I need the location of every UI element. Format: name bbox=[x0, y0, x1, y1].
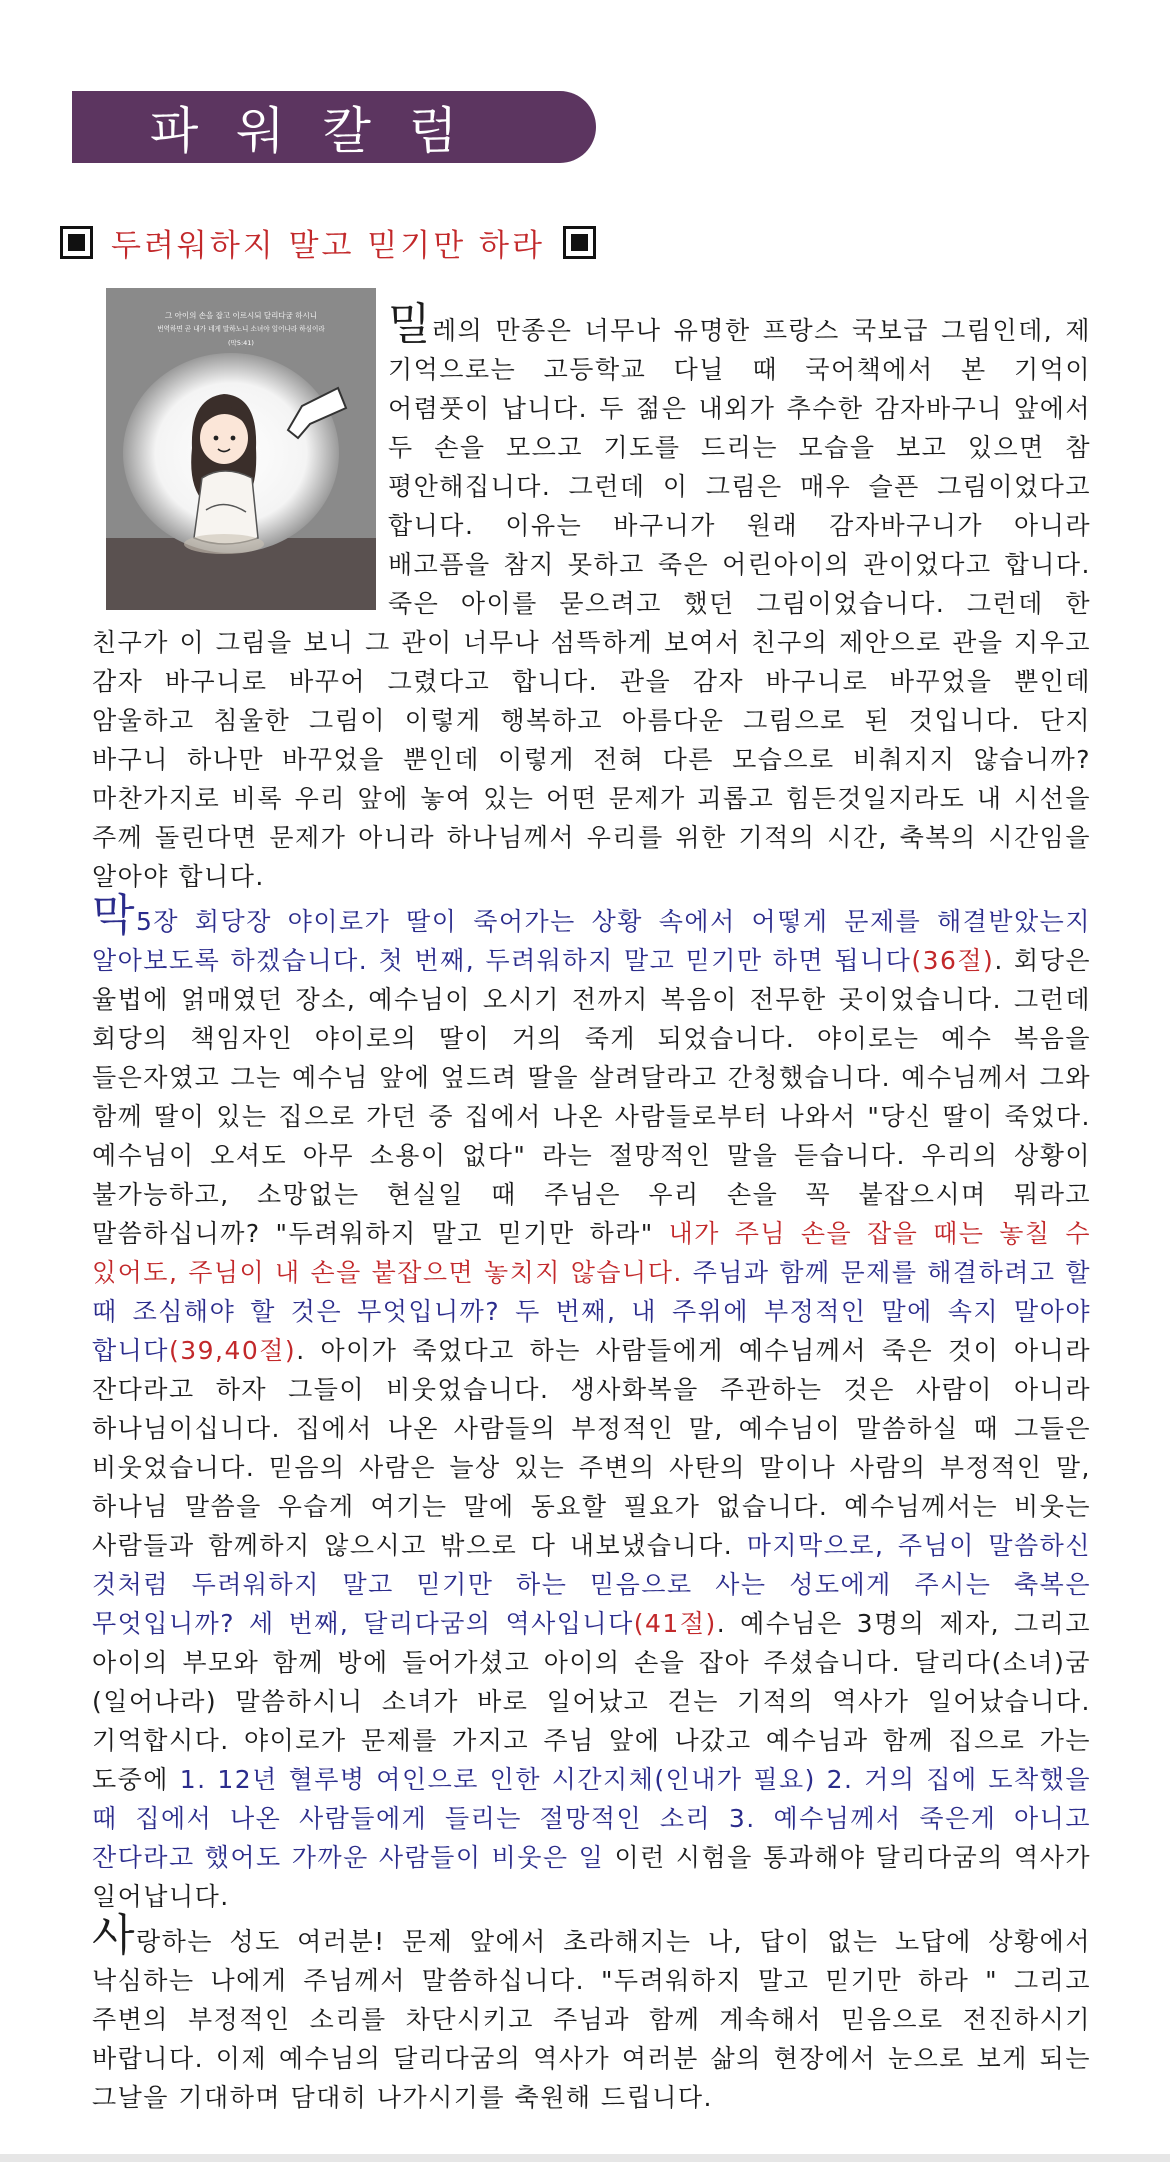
caption-line-2: 번역하면 곧 내가 네게 말하노니 소녀야 일어나라 하심이라 bbox=[157, 325, 325, 333]
dropcap: 사 bbox=[92, 1910, 137, 1961]
banner-title: 파워칼럼 bbox=[150, 102, 496, 160]
verse-reference: (39,40절) bbox=[168, 1336, 297, 1365]
point-three-intro: 마지막으로, 주님이 말씀하신 것처럼 두려워하지 말고 믿기만 하는 믿음으로 사는 성도에게 주시는 축복은 무엇입니까? 세 번째, 달리다굼의 역사입니다 bbox=[92, 1531, 1091, 1638]
paragraph-1-text: 레의 만종은 너무나 유명한 프랑스 국보급 그림인데, 제 기억으로는 고등학교 다닐 때 국어책에서 본 기억이 어렴풋이 납니다. 두 젊은 내외가 추수한 감자바구니 앞에서 두 손을 모으고 기도를 드리는 모습을 보고 있으면 참 평안해집니다. 그런데 이 그림은 매우 슬픈 그림이었다고 합니다. 이유는 바구니가 원래 감자바구니가 아니라 배고픔을 참지 못하고 죽은 어린아이의 관이었다고 합니다. 죽은 아이를 묻으려고 했던 그림이었습니다. 그런데 한 친구가 이 그림을 보니 그 관이 너무나 섬뜩하게 보여서 친구의 제안으로 관을 지우고 감자 바구니로 바꾸어 그렸다고 합니다. 관을 감자 바구니로 바꾸었을 뿐인데 암울하고 침울한 그림이 이렇게 행복하고 아름다운 그림으로 된 것입니다. 단지 바구니 하나만 바꾸었을 뿐인데 이렇게 전혀 다른 모습으로 비춰지지 않습니까? 마찬가지로 비록 우리 앞에 놓여 있는 어떤 문제가 괴롭고 힘든것일지라도 내 시선을 주께 돌린다면 문제가 아니라 하나님께서 우리를 위한 기적의 시간, 축복의 시간임을 알아야 합니다. bbox=[92, 316, 1091, 891]
column-banner bbox=[72, 91, 596, 163]
paragraph-2 bbox=[92, 890, 1092, 1916]
article-body bbox=[92, 299, 1092, 2117]
paragraph-2-text: . 아이가 죽었다고 하는 사람들에게 예수님께서 죽은 것이 아니라 잔다라고 하자 그들이 비웃었습니다. 생사화복을 주관하는 것은 사람이 아니라 하나님이십니다. 집에서 나온 사람들의 부정적인 말, 예수님이 말씀하실 때 그들은 비웃었습니다. 믿음의 사람은 늘상 있는 주변의 사탄의 말이나 사람의 부정적인 말, 하나님 말씀을 우습게 여기는 말에 동요할 필요가 없습니다. 예수님께서는 비웃는 사람들과 함께하지 않으시고 밖으로 다 내보냈습니다. bbox=[92, 1336, 1091, 1560]
paragraph-2-text: . 예수님은 3명의 제자, 그리고 아이의 부모와 함께 방에 들어가셨고 아이의 손을 잡아 주셨습니다. 달리다(소녀)굼(일어나라) 말씀하시니 소녀가 바로 일어났고 걷는 기적의 역사가 일어났습니다. 기억합시다. 야이로가 문제를 가지고 주님 앞에 나갔고 예수님과 함께 집으로 가는 도중에 bbox=[92, 1609, 1091, 1794]
point-one-intro: 5장 회당장 야이로가 딸이 죽어가는 상황 속에서 어떻게 문제를 해결받았는지 알아보도록 하겠습니다. 첫 번째, 두려워하지 말고 믿기만 하면 됩니다 bbox=[92, 907, 1091, 975]
verse-reference: (36절) bbox=[911, 946, 995, 975]
paragraph-3 bbox=[92, 1910, 1091, 2117]
trials-list: 1. 12년 혈루병 여인으로 인한 시간지체(인내가 필요) 2. 거의 집에 도착했을 때 집에서 나온 사람들에게 들리는 절망적인 소리 3. 예수님께서 죽은게 아니고 잔다라고 했어도 가까운 사람들이 비웃은 일 bbox=[92, 1765, 1092, 1872]
paragraph-2-text: . 회당은 율법에 얽매였던 장소, 예수님이 오시기 전까지 복음이 전무한 곳이었습니다. 그런데 회당의 책임자인 야이로의 딸이 거의 죽게 되었습니다. 야이로는 예수 복음을 들은자였고 그는 예수님 앞에 엎드려 딸을 살려달라고 간청했습니다. 예수님께서 그와 함께 딸이 있는 집으로 가던 중 집에서 나온 사람들로부터 나와서 "당신 딸이 죽었다. 예수님이 오셔도 아무 소용이 없다" 라는 절망적인 말을 듣습니다. 우리의 상황이 불가능하고, 소망없는 현실일 때 주님은 우리 손을 꼭 붙잡으시며 뭐라고 말씀하십니까? "두려워하지 말고 믿기만 하라" bbox=[92, 946, 1091, 1248]
square-bullet-icon bbox=[60, 226, 93, 259]
heading-title: 두려워하지 말고 믿기만 하라 bbox=[111, 227, 545, 264]
paragraph-3-text: 랑하는 성도 여러분! 문제 앞에서 초라해지는 나, 답이 없는 노답에 상황에서 낙심하는 나에게 주님께서 말씀하십니다. "두려워하지 말고 믿기만 하라 " 그리고 주변의 부정적인 소리를 차단시키고 주님과 함께 계속해서 믿음으로 전진하시기 바랍니다. 이제 예수님의 달리다굼의 역사가 여러분 삶의 현장에서 눈으로 보게 되는 그날을 기대하며 담대히 나가시기를 축원해 드립니다. bbox=[92, 1927, 1091, 2112]
page-bottom-divider bbox=[0, 2154, 1170, 2162]
dropcap: 밀 bbox=[388, 299, 433, 350]
square-bullet-icon bbox=[563, 226, 596, 259]
dropcap: 막 bbox=[92, 890, 137, 941]
verse-reference: (41절) bbox=[633, 1609, 717, 1638]
paragraph-2-text: 이런 시험을 통과해야 달리다굼의 역사가 일어납니다. bbox=[92, 1843, 1091, 1911]
caption-line-1: 그 아이의 손을 잡고 이르시되 달리다굼 하시니 bbox=[165, 311, 317, 320]
point-two-intro: 주님과 함께 문제를 해결하려고 할 때 조심해야 할 것은 무엇입니까? 두 번째, 내 주위에 부정적인 말에 속지 말아야 합니다 bbox=[92, 1258, 1092, 1365]
caption-reference: (막5:41) bbox=[228, 339, 254, 347]
highlight-red: 내가 주님 손을 잡을 때는 놓칠 수 있어도, 주님이 내 손을 붙잡으면 놓치지 않습니다. bbox=[92, 1219, 1091, 1287]
article-heading bbox=[60, 218, 596, 266]
